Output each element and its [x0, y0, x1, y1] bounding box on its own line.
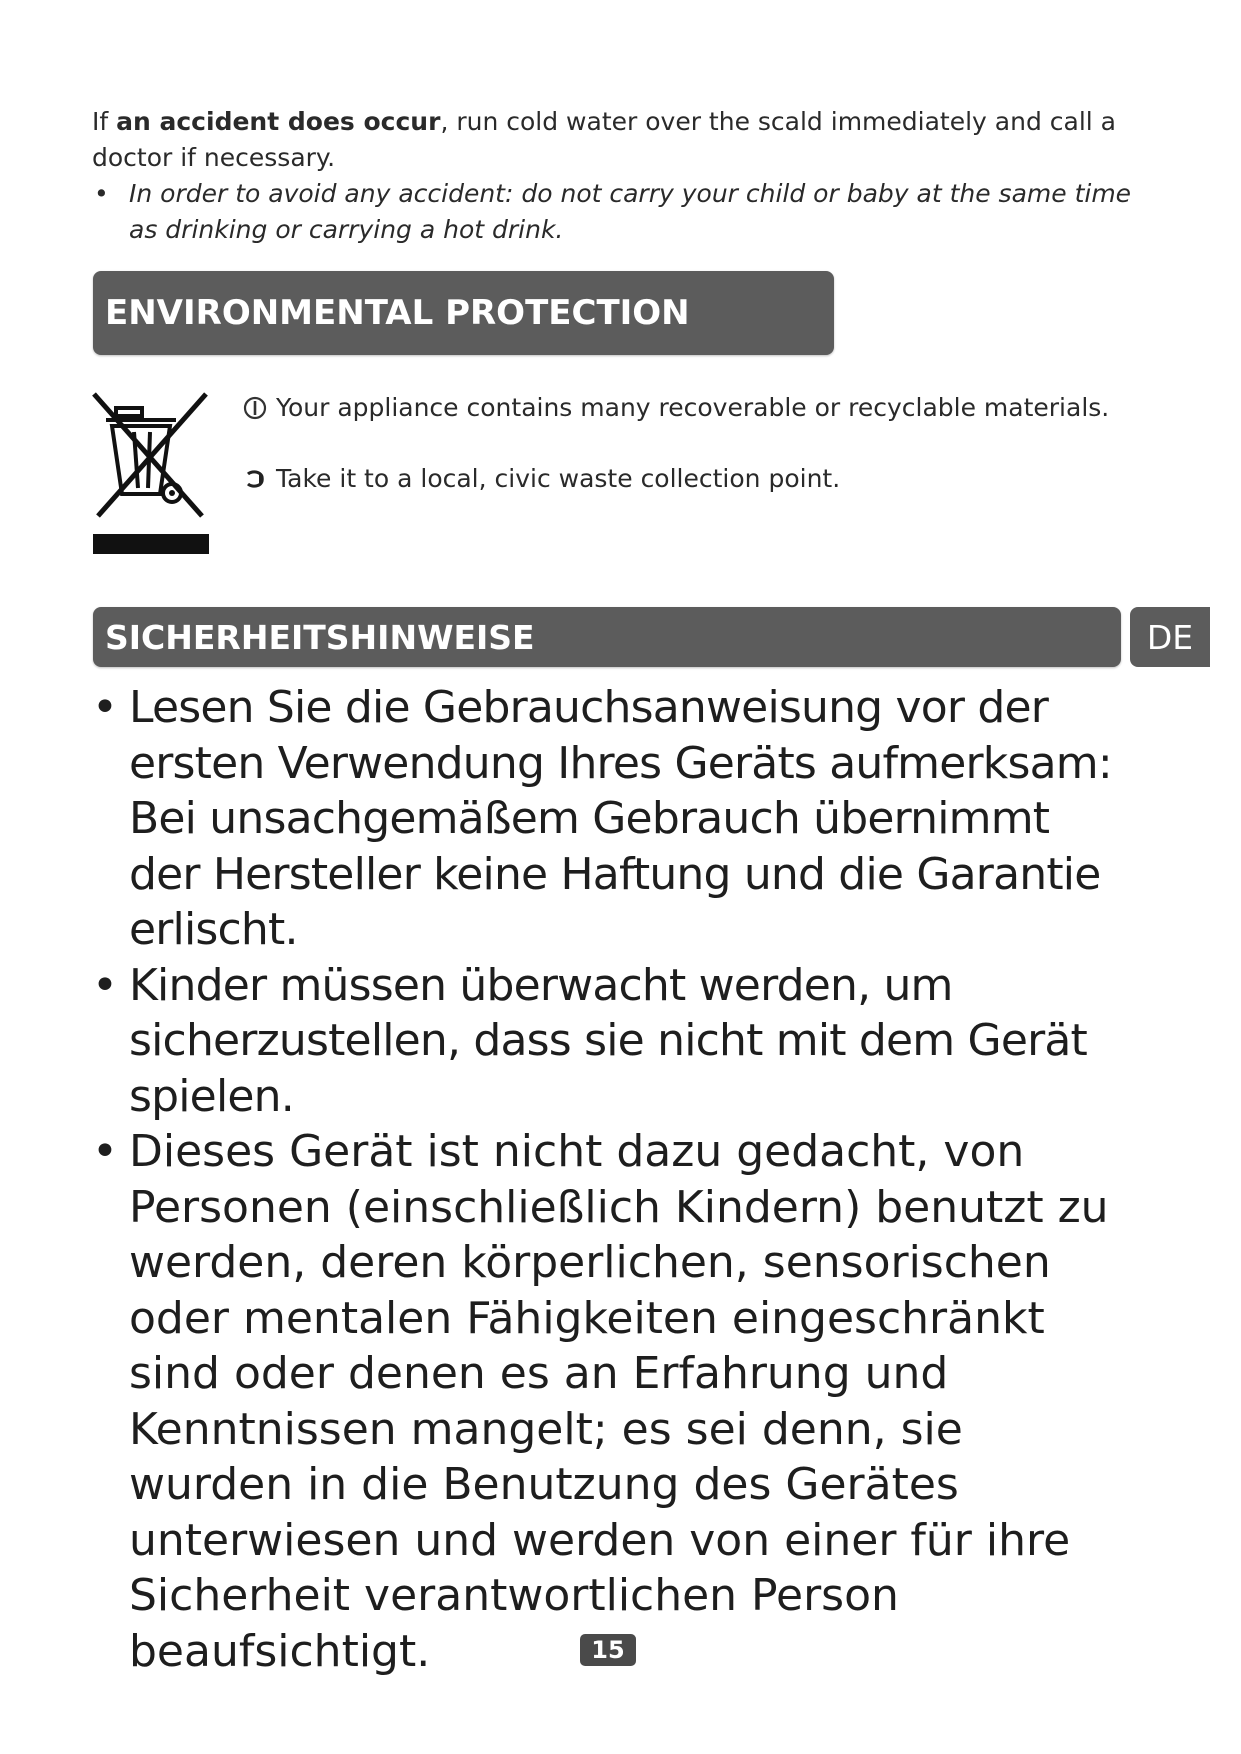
safety-item-text: Lesen Sie die Gebrauchsanweisung vor der ersten Verwendung Ihres Geräts aufmerksam: Bei unsachgemäßem Gebrauch übernimmt der Hersteller keine Haftung und die Garantie erlischt.: [129, 682, 1112, 955]
safety-instructions-list: [92, 680, 1132, 1679]
intro-rest: , run cold water over the scald immediately and call a doctor if necessary.: [92, 107, 1116, 172]
intro-bullet: [92, 176, 1132, 248]
env-collection-text: Take it to a local, civic waste collection point.: [276, 464, 841, 493]
page-number: [580, 1634, 636, 1666]
safety-item-text: Dieses Gerät ist nicht dazu gedacht, von Personen (einschließlich Kindern) benutzt zu werden, deren körperlichen, sensorischen oder mentalen Fähigkeiten eingeschränkt sind oder denen es an Erfahrung und Kenntnissen mangelt; es sei denn, sie wurden in die Benutzung des Gerätes unterwiesen und werden von einer für ihre Sicherheit verantwortlichen Person beaufsichtigt.: [129, 1126, 1109, 1677]
bullet-dot: •: [94, 179, 109, 208]
safety-item-text: Kinder müssen überwacht werden, um sicherzustellen, dass sie nicht mit dem Gerät spielen.: [129, 959, 1087, 1122]
language-tab-label: DE: [1146, 617, 1194, 657]
env-collection-line: [242, 464, 840, 493]
bullet-dot: •: [92, 1126, 118, 1177]
page-number-text: 15: [591, 1636, 625, 1664]
bullet-dot: •: [92, 959, 118, 1011]
intro-prefix: If: [92, 107, 117, 136]
intro-paragraph: [92, 104, 1132, 176]
env-recyclable-line: [242, 393, 1109, 422]
arrow-right-icon: [242, 466, 268, 492]
weee-crossed-bin-icon: [92, 386, 210, 554]
list-item: [92, 680, 1132, 958]
intro-bullet-text: In order to avoid any accident: do not carry your child or baby at the same time as drinking or carrying a hot drink.: [129, 179, 1132, 244]
env-recyclable-text: Your appliance contains many recoverable or recyclable materials.: [276, 393, 1110, 422]
sicherheitshinweise-heading: [93, 607, 1121, 667]
list-item: [92, 958, 1132, 1125]
bullet-dot: •: [92, 682, 118, 733]
info-circle-icon: [242, 395, 268, 421]
language-tab-de: [1130, 607, 1210, 667]
environmental-heading-text: ENVIRONMENTAL PROTECTION: [105, 293, 690, 333]
list-item: [92, 1124, 1132, 1679]
sicherheitshinweise-heading-text: SICHERHEITSHINWEISE: [105, 617, 535, 657]
intro-bold: an accident does occur: [116, 107, 441, 136]
environmental-protection-heading: [93, 271, 834, 355]
